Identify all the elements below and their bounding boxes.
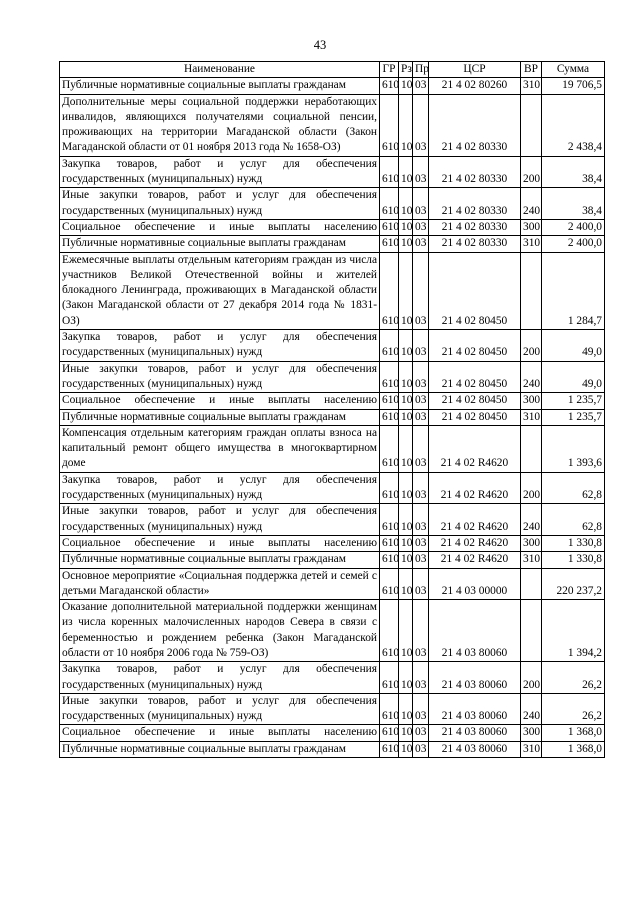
cell-pr: 03 [413, 600, 429, 662]
cell-pr: 03 [413, 188, 429, 220]
cell-rz: 10 [399, 393, 413, 409]
cell-name: Социальное обеспечение и иные выплаты населению [60, 219, 380, 235]
cell-vr: 240 [521, 504, 542, 536]
cell-name: Ежемесячные выплаты отдельным категориям граждан из числа участников Великой Отечественной войны и жителей блокадного Ленинграда, проживающих в Магаданской области (Закон Магаданской области от 27 декабря 2014 года № 1831-ОЗ) [60, 252, 380, 329]
cell-sum: 1 284,7 [542, 252, 605, 329]
cell-sum: 49,0 [542, 330, 605, 362]
cell-pr: 03 [413, 409, 429, 425]
cell-vr [521, 425, 542, 472]
cell-pr: 03 [413, 725, 429, 741]
cell-gr: 610 [380, 725, 399, 741]
cell-gr: 610 [380, 252, 399, 329]
cell-name: Закупка товаров, работ и услуг для обеспечения государственных (муниципальных) нужд [60, 330, 380, 362]
cell-name: Социальное обеспечение и иные выплаты населению [60, 535, 380, 551]
cell-csr: 21 4 02 R4620 [429, 504, 521, 536]
cell-vr [521, 600, 542, 662]
cell-rz: 10 [399, 741, 413, 757]
table-row [60, 156, 605, 188]
cell-vr: 310 [521, 409, 542, 425]
header-name: Наименование [60, 62, 380, 78]
cell-csr: 21 4 02 R4620 [429, 552, 521, 568]
cell-vr: 310 [521, 78, 542, 94]
table-row [60, 236, 605, 252]
cell-name: Иные закупки товаров, работ и услуг для обеспечения государственных (муниципальных) нужд [60, 693, 380, 725]
table-row [60, 741, 605, 757]
cell-csr: 21 4 02 80260 [429, 78, 521, 94]
cell-csr: 21 4 02 80450 [429, 409, 521, 425]
header-gr: ГР [380, 62, 399, 78]
cell-sum: 1 394,2 [542, 600, 605, 662]
cell-sum: 2 438,4 [542, 94, 605, 156]
cell-sum: 1 393,6 [542, 425, 605, 472]
cell-rz: 10 [399, 409, 413, 425]
cell-rz: 10 [399, 535, 413, 551]
cell-sum: 49,0 [542, 361, 605, 393]
cell-vr: 310 [521, 552, 542, 568]
cell-gr: 610 [380, 472, 399, 504]
cell-sum: 2 400,0 [542, 236, 605, 252]
table-row [60, 504, 605, 536]
cell-rz: 10 [399, 600, 413, 662]
cell-vr: 300 [521, 219, 542, 235]
cell-rz: 10 [399, 330, 413, 362]
cell-rz: 10 [399, 504, 413, 536]
cell-gr: 610 [380, 330, 399, 362]
cell-sum: 1 368,0 [542, 725, 605, 741]
cell-gr: 610 [380, 94, 399, 156]
cell-sum: 1 235,7 [542, 409, 605, 425]
table-header-row [60, 62, 605, 78]
cell-sum: 2 400,0 [542, 219, 605, 235]
cell-vr [521, 94, 542, 156]
cell-sum: 1 235,7 [542, 393, 605, 409]
cell-vr [521, 568, 542, 600]
cell-gr: 610 [380, 219, 399, 235]
table-row [60, 393, 605, 409]
cell-gr: 610 [380, 425, 399, 472]
header-vr: ВР [521, 62, 542, 78]
table-row [60, 361, 605, 393]
cell-pr: 03 [413, 219, 429, 235]
cell-rz: 10 [399, 361, 413, 393]
table-row [60, 472, 605, 504]
cell-rz: 10 [399, 94, 413, 156]
cell-name: Социальное обеспечение и иные выплаты населению [60, 725, 380, 741]
cell-csr: 21 4 03 00000 [429, 568, 521, 600]
table-row [60, 568, 605, 600]
cell-rz: 10 [399, 693, 413, 725]
cell-gr: 610 [380, 504, 399, 536]
cell-rz: 10 [399, 552, 413, 568]
cell-pr: 03 [413, 472, 429, 504]
cell-name: Публичные нормативные социальные выплаты гражданам [60, 78, 380, 94]
cell-sum: 1 368,0 [542, 741, 605, 757]
table-row [60, 693, 605, 725]
cell-sum: 220 237,2 [542, 568, 605, 600]
cell-name: Публичные нормативные социальные выплаты гражданам [60, 741, 380, 757]
cell-csr: 21 4 03 80060 [429, 741, 521, 757]
cell-pr: 03 [413, 552, 429, 568]
cell-csr: 21 4 03 80060 [429, 725, 521, 741]
table-body [60, 78, 605, 758]
cell-gr: 610 [380, 693, 399, 725]
cell-csr: 21 4 03 80060 [429, 693, 521, 725]
cell-pr: 03 [413, 535, 429, 551]
cell-csr: 21 4 02 80450 [429, 330, 521, 362]
header-csr: ЦСР [429, 62, 521, 78]
cell-rz: 10 [399, 78, 413, 94]
cell-sum: 62,8 [542, 504, 605, 536]
cell-csr: 21 4 03 80060 [429, 662, 521, 694]
cell-rz: 10 [399, 188, 413, 220]
cell-gr: 610 [380, 600, 399, 662]
cell-pr: 03 [413, 361, 429, 393]
table-row [60, 188, 605, 220]
cell-pr: 03 [413, 741, 429, 757]
cell-gr: 610 [380, 361, 399, 393]
cell-pr: 03 [413, 693, 429, 725]
cell-gr: 610 [380, 409, 399, 425]
cell-gr: 610 [380, 188, 399, 220]
cell-gr: 610 [380, 535, 399, 551]
cell-vr: 300 [521, 725, 542, 741]
cell-gr: 610 [380, 568, 399, 600]
cell-name: Закупка товаров, работ и услуг для обеспечения государственных (муниципальных) нужд [60, 472, 380, 504]
cell-name: Иные закупки товаров, работ и услуг для обеспечения государственных (муниципальных) нужд [60, 504, 380, 536]
cell-csr: 21 4 02 80330 [429, 94, 521, 156]
cell-vr: 300 [521, 535, 542, 551]
cell-name: Публичные нормативные социальные выплаты гражданам [60, 236, 380, 252]
cell-csr: 21 4 02 R4620 [429, 472, 521, 504]
cell-csr: 21 4 02 R4620 [429, 425, 521, 472]
cell-name: Закупка товаров, работ и услуг для обеспечения государственных (муниципальных) нужд [60, 156, 380, 188]
cell-csr: 21 4 02 80450 [429, 361, 521, 393]
cell-csr: 21 4 02 80330 [429, 236, 521, 252]
cell-sum: 19 706,5 [542, 78, 605, 94]
cell-name: Дополнительные меры социальной поддержки неработающих инвалидов, являющихся получателями социальной пенсии, проживающих на территории Магаданской области (Закон Магаданской области от 01 ноября 2013 года № 1658-ОЗ) [60, 94, 380, 156]
cell-name: Социальное обеспечение и иные выплаты населению [60, 393, 380, 409]
cell-vr: 310 [521, 741, 542, 757]
cell-name: Основное мероприятие «Социальная поддержка детей и семей с детьми Магаданской области» [60, 568, 380, 600]
cell-csr: 21 4 02 80450 [429, 393, 521, 409]
cell-vr: 200 [521, 330, 542, 362]
cell-rz: 10 [399, 236, 413, 252]
cell-pr: 03 [413, 425, 429, 472]
cell-csr: 21 4 02 R4620 [429, 535, 521, 551]
cell-vr: 310 [521, 236, 542, 252]
cell-sum: 38,4 [542, 156, 605, 188]
cell-vr: 200 [521, 472, 542, 504]
cell-sum: 1 330,8 [542, 552, 605, 568]
cell-gr: 610 [380, 393, 399, 409]
cell-rz: 10 [399, 662, 413, 694]
cell-vr [521, 252, 542, 329]
cell-csr: 21 4 02 80450 [429, 252, 521, 329]
table-row [60, 252, 605, 329]
table-row [60, 219, 605, 235]
cell-rz: 10 [399, 156, 413, 188]
cell-gr: 610 [380, 236, 399, 252]
table-row [60, 600, 605, 662]
cell-pr: 03 [413, 236, 429, 252]
cell-sum: 62,8 [542, 472, 605, 504]
cell-pr: 03 [413, 568, 429, 600]
cell-vr: 200 [521, 156, 542, 188]
cell-rz: 10 [399, 219, 413, 235]
table-row [60, 662, 605, 694]
cell-name: Иные закупки товаров, работ и услуг для обеспечения государственных (муниципальных) нужд [60, 361, 380, 393]
table-row [60, 330, 605, 362]
cell-gr: 610 [380, 662, 399, 694]
header-rz: Рз [399, 62, 413, 78]
cell-gr: 610 [380, 741, 399, 757]
cell-csr: 21 4 02 80330 [429, 188, 521, 220]
cell-csr: 21 4 03 80060 [429, 600, 521, 662]
table-row [60, 552, 605, 568]
cell-rz: 10 [399, 252, 413, 329]
cell-csr: 21 4 02 80330 [429, 156, 521, 188]
cell-gr: 610 [380, 552, 399, 568]
cell-name: Публичные нормативные социальные выплаты гражданам [60, 552, 380, 568]
cell-pr: 03 [413, 156, 429, 188]
cell-rz: 10 [399, 472, 413, 504]
cell-sum: 1 330,8 [542, 535, 605, 551]
cell-name: Закупка товаров, работ и услуг для обеспечения государственных (муниципальных) нужд [60, 662, 380, 694]
cell-rz: 10 [399, 725, 413, 741]
cell-pr: 03 [413, 78, 429, 94]
cell-vr: 240 [521, 361, 542, 393]
cell-vr: 240 [521, 693, 542, 725]
cell-pr: 03 [413, 393, 429, 409]
cell-sum: 26,2 [542, 662, 605, 694]
cell-csr: 21 4 02 80330 [429, 219, 521, 235]
table-row [60, 725, 605, 741]
header-pr: Пр [413, 62, 429, 78]
budget-table [59, 61, 605, 758]
cell-vr: 240 [521, 188, 542, 220]
table-row [60, 535, 605, 551]
cell-name: Иные закупки товаров, работ и услуг для обеспечения государственных (муниципальных) нужд [60, 188, 380, 220]
cell-pr: 03 [413, 330, 429, 362]
cell-name: Оказание дополнительной материальной поддержки женщинам из числа коренных малочисленных народов Севера в связи с беременностью и рождением ребенка (Закон Магаданской области от 10 ноября 2006 года № 759-ОЗ) [60, 600, 380, 662]
header-sum: Сумма [542, 62, 605, 78]
cell-gr: 610 [380, 78, 399, 94]
cell-sum: 26,2 [542, 693, 605, 725]
cell-pr: 03 [413, 252, 429, 329]
cell-pr: 03 [413, 94, 429, 156]
cell-vr: 300 [521, 393, 542, 409]
table-row [60, 94, 605, 156]
cell-sum: 38,4 [542, 188, 605, 220]
cell-pr: 03 [413, 662, 429, 694]
cell-rz: 10 [399, 568, 413, 600]
page-number: 43 [313, 38, 327, 52]
table-row [60, 78, 605, 94]
cell-gr: 610 [380, 156, 399, 188]
cell-name: Компенсация отдельным категориям граждан оплаты взноса на капитальный ремонт общего имущества в многоквартирном доме [60, 425, 380, 472]
table-row [60, 409, 605, 425]
cell-name: Публичные нормативные социальные выплаты гражданам [60, 409, 380, 425]
cell-rz: 10 [399, 425, 413, 472]
cell-pr: 03 [413, 504, 429, 536]
cell-vr: 200 [521, 662, 542, 694]
table-row [60, 425, 605, 472]
